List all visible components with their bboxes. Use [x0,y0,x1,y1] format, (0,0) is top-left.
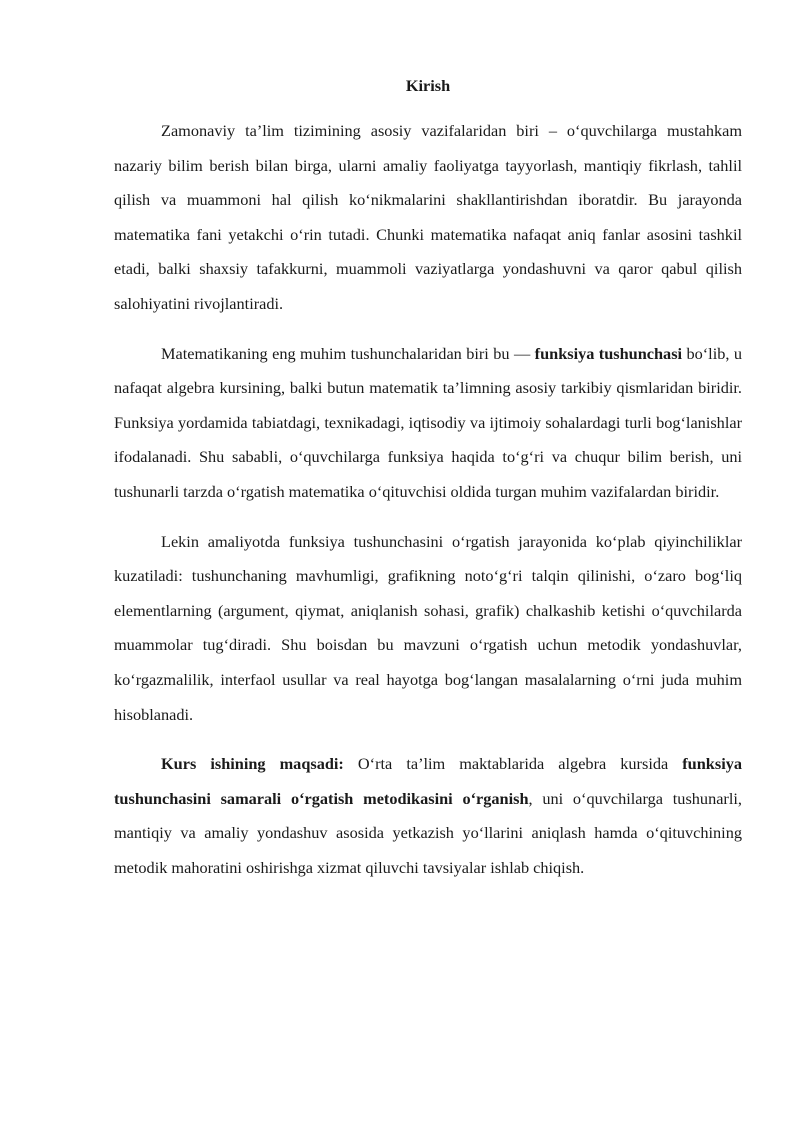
section-title: Kirish [405,76,451,95]
bold-term: funksiya tushunchasini samarali o‘rgatish metodikasini o‘rganish [114,754,742,808]
paragraph-intro [114,114,742,322]
paragraph-function-concept [114,337,742,510]
paragraph-text: , uni o‘quvchilarga tushunarli, mantiqiy va amaliy yondashuv asosida yetkazish yo‘llarini aniqlash hamda o‘qituvchining metodik mahoratini oshirishga xizmat qiluvchi tavsiyalar ishlab chiqish. [114,788,742,877]
bold-label: Kurs ishining maqsadi: [161,754,344,774]
paragraph-text: O‘rta ta’lim maktablarida algebra kursida [343,754,683,774]
paragraph-text: bo‘lib, u nafaqat algebra kursining, balki butun matematik ta’limning asosiy tarkibiy qismlaridan biridir. Funksiya yordamida tabiatdagi, texnikadagi, iqtisodiy va ijtimoiy sohalardagi turli bog‘lanishlar ifodalanadi. Shu sababli, o‘quvchilarga funksiya haqida to‘g‘ri va chuqur bilim berish, uni tushunarli tarzda o‘rgatish matematika o‘qituvchisi oldida turgan muhim vazifalardan biridir. [114,343,742,501]
paragraph-text: Lekin amaliyotda funksiya tushunchasini o‘rgatish jarayonida ko‘plab qiyinchiliklar kuzatiladi: tushunchaning mavhumligi, grafikning noto‘g‘ri talqin qilinishi, o‘zaro bog‘liq elementlarning (argument, qiymat, aniqlanish sohasi, grafik) chalkashib ketishi o‘quvchilarda muammolar tug‘diradi. Shu boisdan bu mavzuni o‘rgatish uchun metodik yondashuvlar, ko‘rgazmalilik, interfaol usullar va real hayotga bog‘langan masalalarning o‘rni juda muhim hisoblanadi. [114,531,742,724]
bold-term: funksiya tushunchasi [534,343,683,363]
document-page [114,74,742,900]
paragraph-difficulties [114,525,742,733]
paragraph-text: Matematikaning eng muhim tushunchalaridan biri bu — [161,343,535,363]
paragraph-goal [114,747,742,885]
paragraph-text: Zamonaviy ta’lim tizimining asosiy vazifalaridan biri – o‘quvchilarga mustahkam nazariy bilim berish bilan birga, ularni amaliy faoliyatga tayyorlash, mantiqiy fikrlash, tahlil qilish va muammoni hal qilish ko‘nikmalarini shakllantirishdan iboratdir. Bu jarayonda matematika fani yetakchi o‘rin tutadi. Chunki matematika nafaqat aniq fanlar asosini tashkil etadi, balki shaxsiy tafakkurni, muammoli vaziyatlarga yondashuvni va qaror qabul qilish salohiyatini rivojlantiradi. [114,121,742,313]
